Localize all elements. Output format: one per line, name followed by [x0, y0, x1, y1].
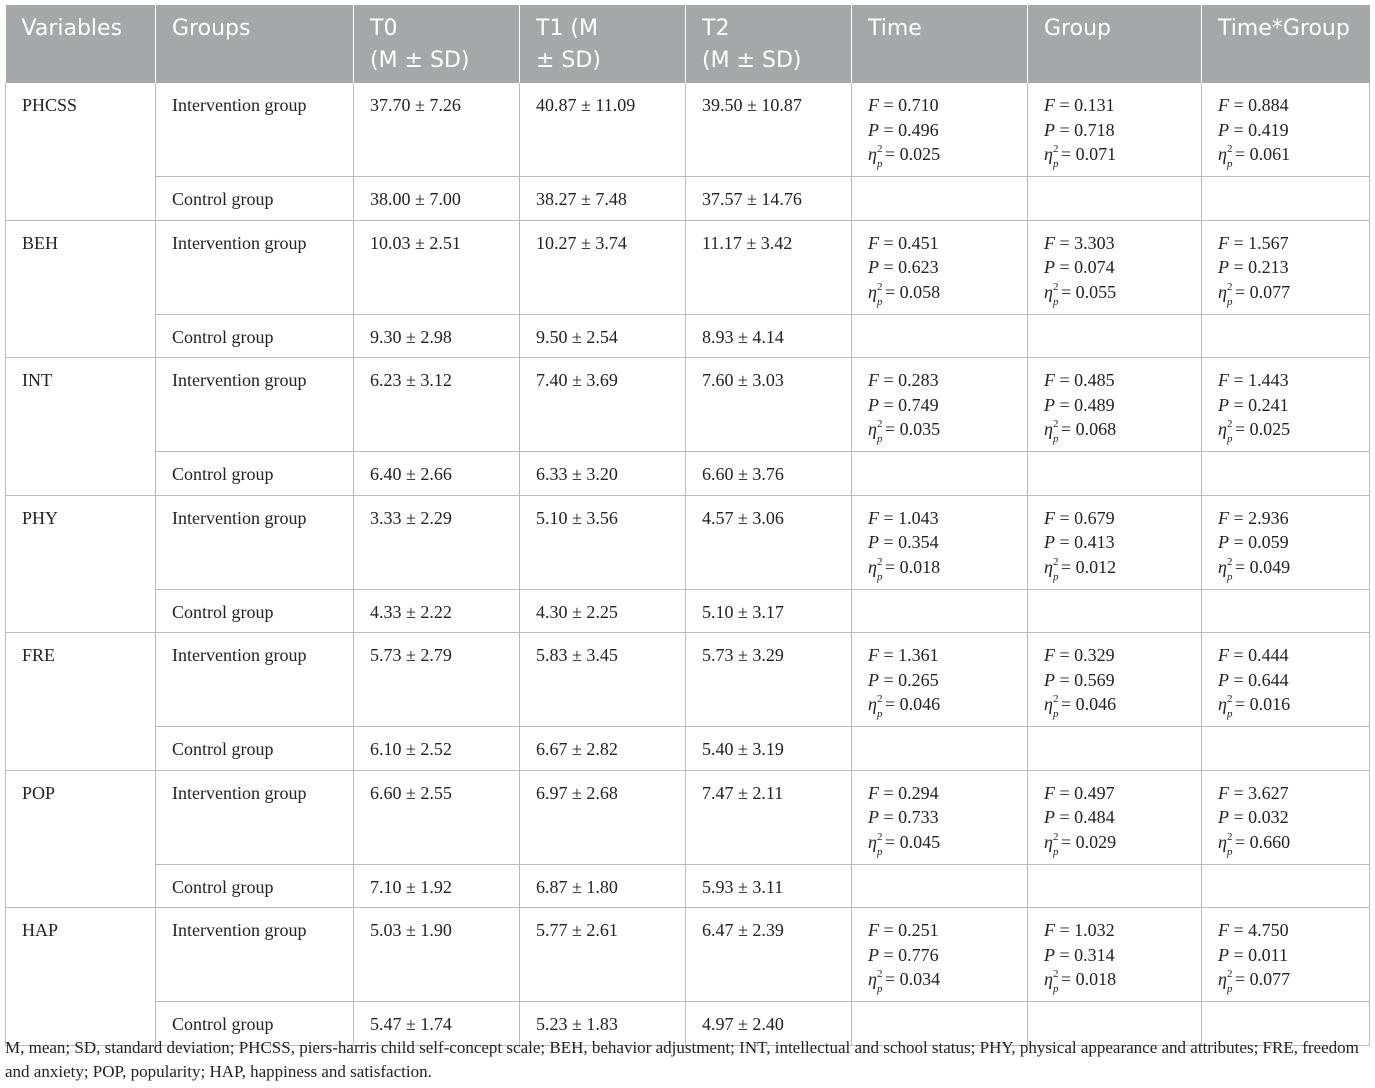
t1-cell: 40.87 ± 11.09	[520, 83, 686, 177]
f-stat: F = 1.032	[1044, 920, 1115, 940]
f-stat: F = 0.329	[1044, 645, 1115, 665]
time-stats-cell	[852, 83, 1028, 177]
variable-cell: BEH	[6, 220, 156, 314]
t1-cell: 5.77 ± 2.61	[520, 908, 686, 1002]
t2-cell: 4.97 ± 2.40	[686, 1002, 852, 1046]
eta-stat: η 2 p = 0.660	[1218, 830, 1291, 858]
eta-stat: η 2 p = 0.035	[868, 418, 941, 445]
results-table	[5, 5, 1370, 1046]
time-stats-cell	[852, 908, 1028, 1002]
eta-stat: η 2 p = 0.025	[1218, 418, 1291, 445]
t0-cell: 4.33 ± 2.22	[354, 589, 520, 633]
table-row	[6, 727, 1370, 771]
empty-cell	[852, 864, 1028, 908]
header-group: Group	[1028, 5, 1202, 83]
table-row	[6, 452, 1370, 496]
eta-stat: η 2 p = 0.046	[1044, 693, 1117, 720]
empty-cell	[1028, 864, 1202, 908]
eta-stat: η 2 p = 0.029	[1044, 830, 1117, 858]
f-stat: F = 4.750	[1218, 920, 1289, 940]
time-stats-cell	[852, 358, 1028, 452]
f-stat: F = 1.043	[868, 507, 939, 528]
group-stats-cell	[1028, 220, 1202, 314]
empty-cell	[852, 589, 1028, 633]
header-t2: T2 (M ± SD)	[686, 5, 852, 83]
p-stat: P = 0.569	[1044, 669, 1115, 690]
p-stat: P = 0.644	[1218, 669, 1289, 690]
p-stat: P = 0.032	[1218, 807, 1289, 827]
eta-stat: η 2 p = 0.058	[868, 280, 941, 308]
eta-stat: η 2 p = 0.034	[868, 968, 941, 995]
f-stat: F = 1.443	[1218, 370, 1289, 390]
f-stat: F = 2.936	[1218, 507, 1289, 528]
time-group-stats-cell	[1202, 908, 1370, 1002]
variable-cell: PHY	[6, 495, 156, 589]
p-stat: P = 0.489	[1044, 394, 1115, 415]
group-label-cell: Control group	[156, 727, 354, 771]
t2-cell: 4.57 ± 3.06	[686, 495, 852, 589]
t0-cell: 6.60 ± 2.55	[354, 770, 520, 864]
f-stat: F = 0.444	[1218, 645, 1289, 665]
time-stats-cell	[852, 770, 1028, 864]
t1-cell: 5.23 ± 1.83	[520, 1002, 686, 1046]
p-stat: P = 0.314	[1044, 944, 1115, 965]
table-header-row	[6, 5, 1370, 83]
header-time-group: Time*Group	[1202, 5, 1370, 83]
t0-cell: 9.30 ± 2.98	[354, 314, 520, 358]
f-stat: F = 0.283	[868, 370, 939, 390]
empty-cell	[852, 452, 1028, 496]
t2-cell: 11.17 ± 3.42	[686, 220, 852, 314]
variable-cell-empty	[6, 452, 156, 496]
t0-cell: 37.70 ± 7.26	[354, 83, 520, 177]
eta-stat: η 2 p = 0.049	[1218, 555, 1291, 583]
p-stat: P = 0.733	[868, 807, 939, 827]
t1-cell: 6.97 ± 2.68	[520, 770, 686, 864]
t1-cell: 5.10 ± 3.56	[520, 495, 686, 589]
p-stat: P = 0.623	[868, 257, 939, 277]
group-label-cell: Control group	[156, 452, 354, 496]
time-group-stats-cell	[1202, 83, 1370, 177]
f-stat: F = 0.251	[868, 920, 939, 940]
t2-cell: 39.50 ± 10.87	[686, 83, 852, 177]
t0-cell: 6.40 ± 2.66	[354, 452, 520, 496]
empty-cell	[852, 727, 1028, 771]
empty-cell	[1202, 589, 1370, 633]
variable-cell: HAP	[6, 908, 156, 1002]
t0-cell: 5.03 ± 1.90	[354, 908, 520, 1002]
group-label-cell: Control group	[156, 589, 354, 633]
group-label-cell: Intervention group	[156, 908, 354, 1002]
group-label-cell: Intervention group	[156, 358, 354, 452]
group-stats-cell	[1028, 908, 1202, 1002]
t0-cell: 38.00 ± 7.00	[354, 177, 520, 221]
empty-cell	[1028, 177, 1202, 221]
table-row	[6, 908, 1370, 1002]
eta-stat: η 2 p = 0.025	[868, 143, 941, 170]
eta-stat: η 2 p = 0.046	[868, 693, 941, 720]
t2-cell: 8.93 ± 4.14	[686, 314, 852, 358]
empty-cell	[1028, 314, 1202, 358]
time-group-stats-cell	[1202, 770, 1370, 864]
eta-stat: η 2 p = 0.045	[868, 830, 941, 858]
f-stat: F = 3.627	[1218, 782, 1289, 803]
group-stats-cell	[1028, 633, 1202, 727]
eta-stat: η 2 p = 0.068	[1044, 418, 1117, 445]
table-row	[6, 177, 1370, 221]
group-stats-cell	[1028, 495, 1202, 589]
table-row	[6, 495, 1370, 589]
t2-cell: 7.60 ± 3.03	[686, 358, 852, 452]
group-label-cell: Intervention group	[156, 770, 354, 864]
empty-cell	[1028, 589, 1202, 633]
t1-cell: 4.30 ± 2.25	[520, 589, 686, 633]
t0-cell: 7.10 ± 1.92	[354, 864, 520, 908]
t1-cell: 9.50 ± 2.54	[520, 314, 686, 358]
group-label-cell: Control group	[156, 314, 354, 358]
t0-cell: 10.03 ± 2.51	[354, 220, 520, 314]
empty-cell	[1202, 452, 1370, 496]
t1-cell: 38.27 ± 7.48	[520, 177, 686, 221]
variable-cell: FRE	[6, 633, 156, 727]
p-stat: P = 0.059	[1218, 532, 1289, 552]
t2-cell: 6.60 ± 3.76	[686, 452, 852, 496]
variable-cell-empty	[6, 589, 156, 633]
time-group-stats-cell	[1202, 220, 1370, 314]
empty-cell	[1202, 314, 1370, 358]
variable-cell: POP	[6, 770, 156, 864]
variable-cell-empty	[6, 864, 156, 908]
t1-cell: 6.33 ± 3.20	[520, 452, 686, 496]
time-stats-cell	[852, 220, 1028, 314]
header-time: Time	[852, 5, 1028, 83]
t1-cell: 6.67 ± 2.82	[520, 727, 686, 771]
header-t0: T0 (M ± SD)	[354, 5, 520, 83]
empty-cell	[1202, 177, 1370, 221]
p-stat: P = 0.749	[868, 394, 939, 415]
empty-cell	[1028, 727, 1202, 771]
table-footnote: M, mean; SD, standard deviation; PHCSS, piers-harris child self-concept scale; BEH, behavior adjustment; INT, intellectual and school status; PHY, physical appearance and attributes; FRE, freedom and anxiety; POP, popularity; HAP, happiness and satisfaction.	[5, 1038, 1359, 1081]
eta-stat: η 2 p = 0.071	[1044, 143, 1117, 170]
eta-stat: η 2 p = 0.077	[1218, 968, 1291, 995]
t1-cell: 6.87 ± 1.80	[520, 864, 686, 908]
f-stat: F = 0.294	[868, 782, 939, 803]
f-stat: F = 0.710	[868, 95, 939, 115]
f-stat: F = 0.679	[1044, 507, 1115, 528]
variable-cell: PHCSS	[6, 83, 156, 177]
p-stat: P = 0.484	[1044, 807, 1115, 827]
eta-stat: η 2 p = 0.016	[1218, 693, 1291, 720]
table-row	[6, 220, 1370, 314]
t0-cell: 5.73 ± 2.79	[354, 633, 520, 727]
empty-cell	[1028, 452, 1202, 496]
variable-cell-empty	[6, 314, 156, 358]
p-stat: P = 0.718	[1044, 119, 1115, 140]
time-group-stats-cell	[1202, 633, 1370, 727]
eta-stat: η 2 p = 0.018	[1044, 968, 1117, 995]
t2-cell: 5.10 ± 3.17	[686, 589, 852, 633]
t1-cell: 10.27 ± 3.74	[520, 220, 686, 314]
header-variables: Variables	[6, 5, 156, 83]
group-label-cell: Intervention group	[156, 220, 354, 314]
group-stats-cell	[1028, 83, 1202, 177]
results-table-container	[5, 5, 1369, 1046]
time-stats-cell	[852, 495, 1028, 589]
p-stat: P = 0.265	[868, 669, 939, 690]
f-stat: F = 1.361	[868, 645, 939, 665]
empty-cell	[852, 177, 1028, 221]
t0-cell: 6.10 ± 2.52	[354, 727, 520, 771]
t2-cell: 6.47 ± 2.39	[686, 908, 852, 1002]
eta-stat: η 2 p = 0.055	[1044, 280, 1117, 308]
t2-cell: 37.57 ± 14.76	[686, 177, 852, 221]
p-stat: P = 0.074	[1044, 257, 1115, 277]
empty-cell	[1202, 727, 1370, 771]
variable-cell-empty	[6, 177, 156, 221]
f-stat: F = 3.303	[1044, 232, 1115, 253]
eta-stat: η 2 p = 0.012	[1044, 555, 1117, 583]
p-stat: P = 0.776	[868, 944, 939, 965]
t2-cell: 7.47 ± 2.11	[686, 770, 852, 864]
group-label-cell: Control group	[156, 864, 354, 908]
eta-stat: η 2 p = 0.061	[1218, 143, 1291, 170]
table-row	[6, 358, 1370, 452]
table-row	[6, 589, 1370, 633]
group-stats-cell	[1028, 358, 1202, 452]
table-row	[6, 770, 1370, 864]
header-t1: T1 (M ± SD)	[520, 5, 686, 83]
t2-cell: 5.73 ± 3.29	[686, 633, 852, 727]
t1-cell: 5.83 ± 3.45	[520, 633, 686, 727]
group-label-cell: Intervention group	[156, 633, 354, 727]
p-stat: P = 0.213	[1218, 257, 1289, 277]
f-stat: F = 1.567	[1218, 232, 1289, 253]
group-label-cell: Control group	[156, 1002, 354, 1046]
table-body	[6, 83, 1370, 1045]
variable-cell-empty	[6, 727, 156, 771]
table-row	[6, 83, 1370, 177]
empty-cell	[852, 314, 1028, 358]
f-stat: F = 0.131	[1044, 95, 1115, 115]
table-row	[6, 633, 1370, 727]
t2-cell: 5.93 ± 3.11	[686, 864, 852, 908]
table-row	[6, 864, 1370, 908]
f-stat: F = 0.451	[868, 232, 939, 253]
p-stat: P = 0.241	[1218, 394, 1289, 415]
group-label-cell: Intervention group	[156, 83, 354, 177]
f-stat: F = 0.497	[1044, 782, 1115, 803]
time-stats-cell	[852, 633, 1028, 727]
t0-cell: 5.47 ± 1.74	[354, 1002, 520, 1046]
p-stat: P = 0.419	[1218, 119, 1289, 140]
header-groups: Groups	[156, 5, 354, 83]
group-stats-cell	[1028, 770, 1202, 864]
f-stat: F = 0.485	[1044, 370, 1115, 390]
p-stat: P = 0.011	[1218, 944, 1288, 965]
table-row	[6, 314, 1370, 358]
t0-cell: 6.23 ± 3.12	[354, 358, 520, 452]
time-group-stats-cell	[1202, 495, 1370, 589]
time-group-stats-cell	[1202, 358, 1370, 452]
group-label-cell: Intervention group	[156, 495, 354, 589]
t0-cell: 3.33 ± 2.29	[354, 495, 520, 589]
f-stat: F = 0.884	[1218, 95, 1289, 115]
eta-stat: η 2 p = 0.077	[1218, 280, 1291, 308]
p-stat: P = 0.354	[868, 532, 939, 552]
eta-stat: η 2 p = 0.018	[868, 555, 941, 583]
empty-cell	[1202, 864, 1370, 908]
p-stat: P = 0.496	[868, 119, 939, 140]
t2-cell: 5.40 ± 3.19	[686, 727, 852, 771]
group-label-cell: Control group	[156, 177, 354, 221]
t1-cell: 7.40 ± 3.69	[520, 358, 686, 452]
variable-cell: INT	[6, 358, 156, 452]
p-stat: P = 0.413	[1044, 532, 1115, 552]
